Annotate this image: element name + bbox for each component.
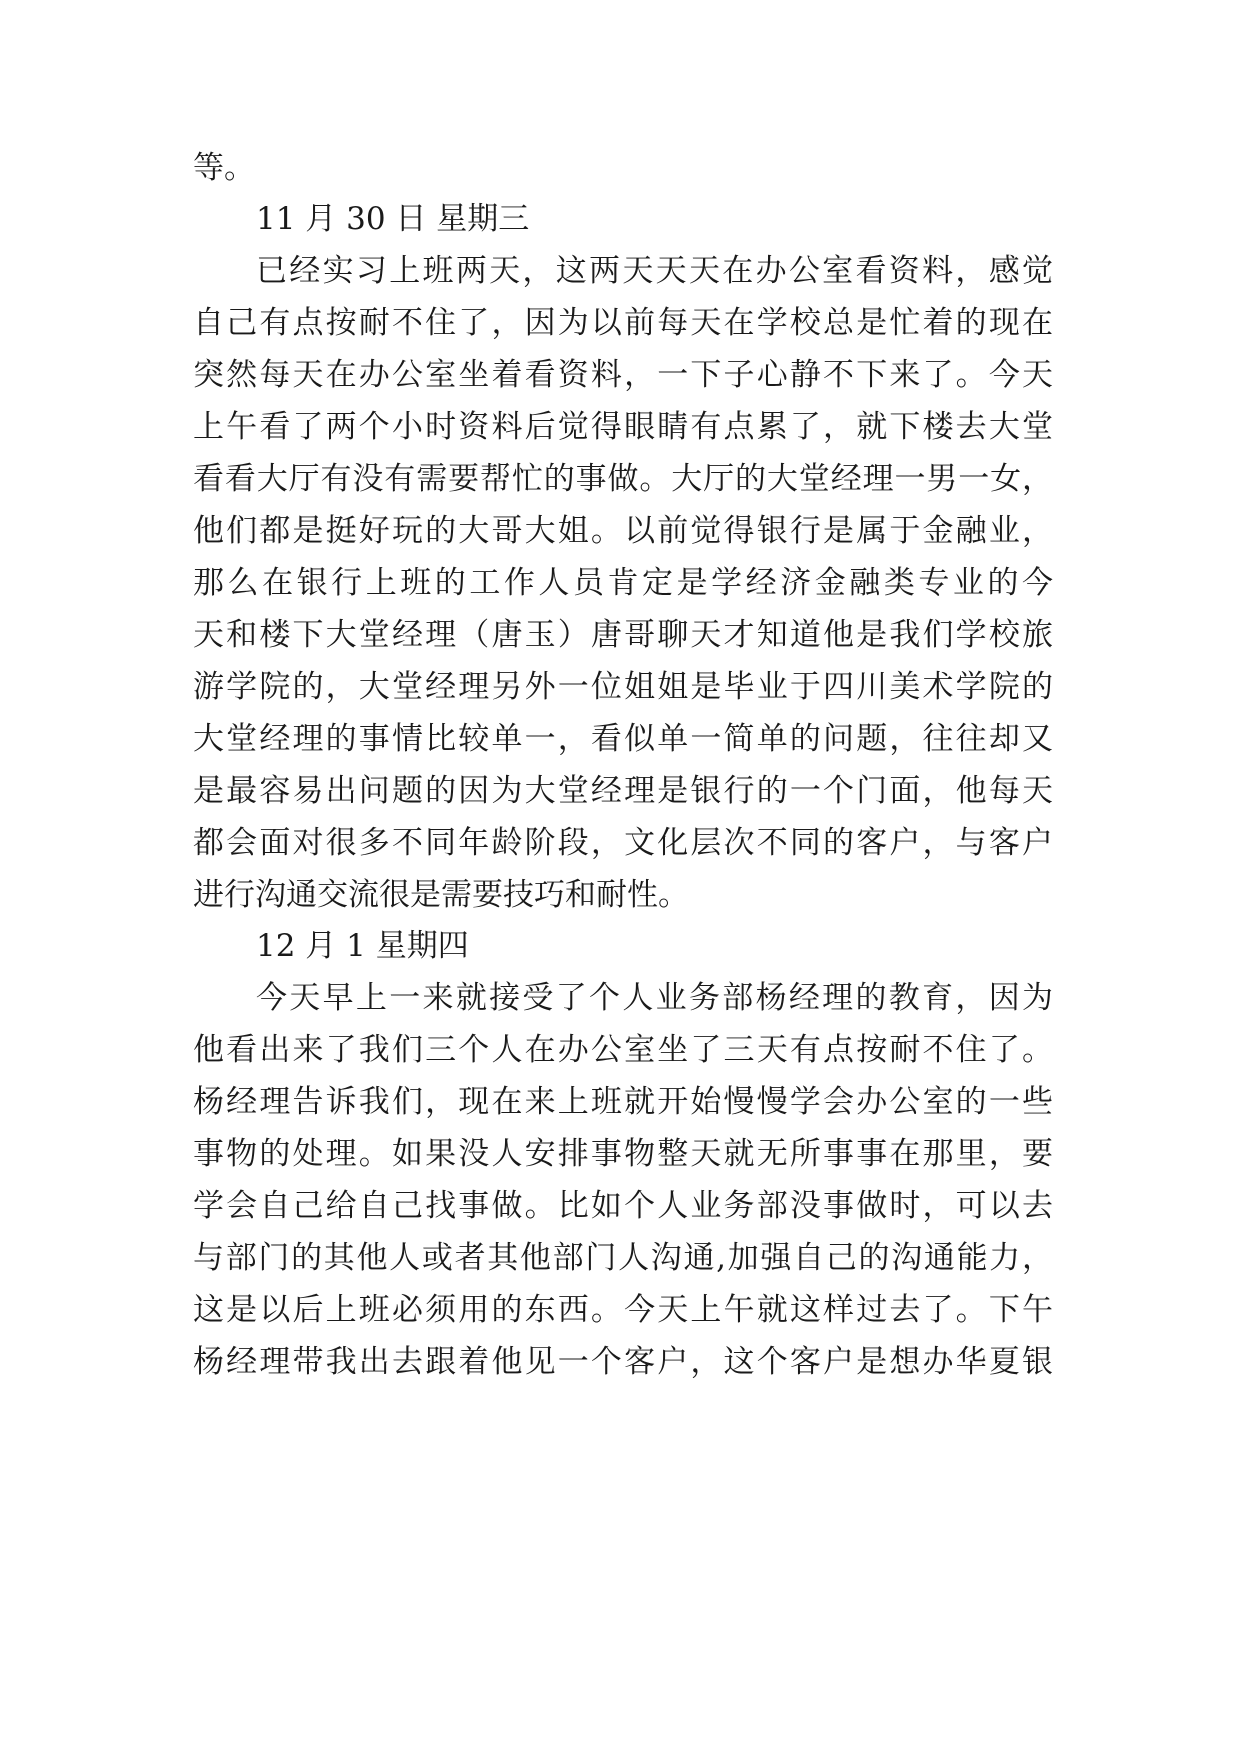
text-line: 游学院的，大堂经理另外一位姐姐是毕业于四川美术学院的 bbox=[193, 669, 1053, 705]
text-line: 那么在银行上班的工作人员肯定是学经济金融类专业的今 bbox=[193, 565, 1053, 601]
text-line: 今天早上一来就接受了个人业务部杨经理的教育，因为 bbox=[256, 980, 1053, 1016]
text-line: 杨经理告诉我们，现在来上班就开始慢慢学会办公室的一些 bbox=[193, 1084, 1053, 1120]
text-line: 与部门的其他人或者其他部门人沟通,加强自己的沟通能力， bbox=[193, 1240, 1053, 1276]
date-heading: 12 月 1 星期四 bbox=[256, 928, 469, 964]
text-line: 这是以后上班必须用的东西。今天上午就这样过去了。下午 bbox=[193, 1292, 1053, 1328]
date-heading: 11 月 30 日 星期三 bbox=[256, 201, 530, 237]
text-line: 自己有点按耐不住了，因为以前每天在学校总是忙着的现在 bbox=[193, 305, 1053, 341]
text-line: 天和楼下大堂经理（唐玉）唐哥聊天才知道他是我们学校旅 bbox=[193, 617, 1053, 653]
text-line: 大堂经理的事情比较单一，看似单一简单的问题，往往却又 bbox=[193, 721, 1053, 757]
text-line: 都会面对很多不同年龄阶段，文化层次不同的客户，与客户 bbox=[193, 825, 1053, 861]
text-line: 学会自己给自己找事做。比如个人业务部没事做时，可以去 bbox=[193, 1188, 1053, 1224]
text-line: 他看出来了我们三个人在办公室坐了三天有点按耐不住了。 bbox=[193, 1032, 1053, 1068]
text-line: 等。 bbox=[193, 150, 255, 186]
text-line: 进行沟通交流很是需要技巧和耐性。 bbox=[193, 877, 689, 913]
text-line: 事物的处理。如果没人安排事物整天就无所事事在那里，要 bbox=[193, 1136, 1053, 1172]
text-line: 杨经理带我出去跟着他见一个客户，这个客户是想办华夏银 bbox=[193, 1344, 1053, 1380]
text-line: 是最容易出问题的因为大堂经理是银行的一个门面，他每天 bbox=[193, 773, 1053, 809]
text-line: 上午看了两个小时资料后觉得眼睛有点累了，就下楼去大堂 bbox=[193, 409, 1053, 445]
text-line: 他们都是挺好玩的大哥大姐。以前觉得银行是属于金融业， bbox=[193, 513, 1053, 549]
text-line: 突然每天在办公室坐着看资料，一下子心静不下来了。今天 bbox=[193, 357, 1053, 393]
text-line: 看看大厅有没有需要帮忙的事做。大厅的大堂经理一男一女， bbox=[193, 461, 1053, 497]
text-line: 已经实习上班两天，这两天天天在办公室看资料，感觉 bbox=[256, 253, 1053, 289]
